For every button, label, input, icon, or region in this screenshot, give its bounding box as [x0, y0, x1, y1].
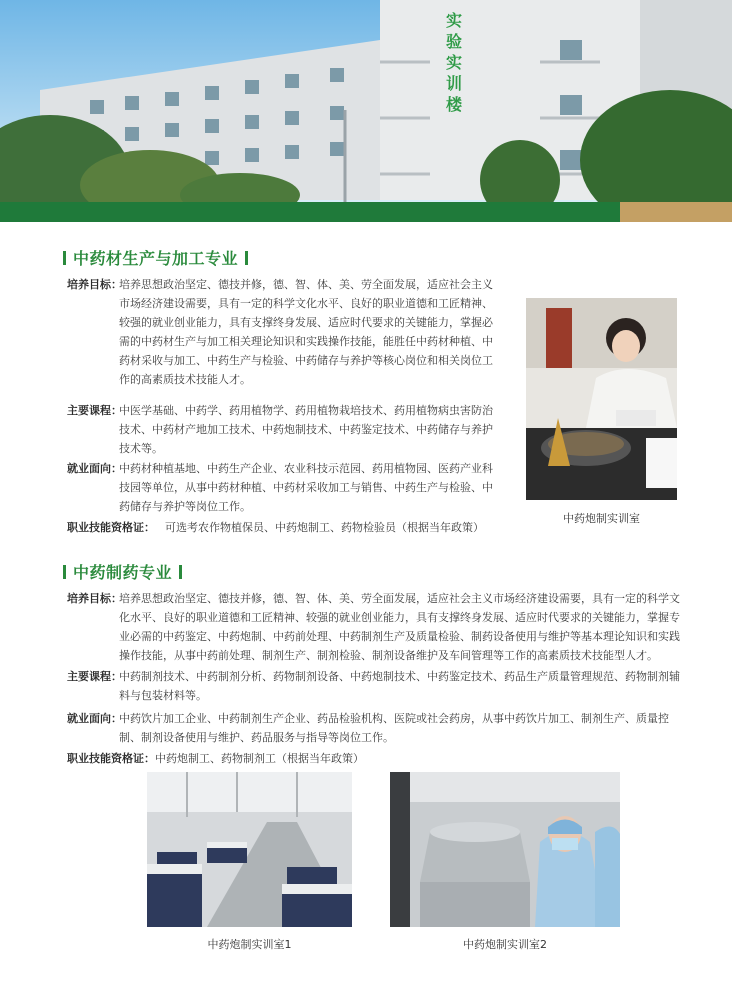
hero-building-photo — [0, 0, 732, 202]
field-label: 就业面向： — [67, 712, 122, 725]
section2-title — [56, 560, 189, 583]
section2-lab-photo-1 — [147, 772, 352, 927]
field-label: 培养目标： — [67, 592, 122, 605]
building-sign-char: 训 — [445, 74, 462, 93]
title-bar-right — [245, 251, 248, 265]
field-text: 培养思想政治坚定、德技并修，德、智、体、美、劳全面发展，适应社会主义市场经济建设需要，具有一定的科学文化水平、良好的职业道德和工匠精神、较强的就业创业能力，具有支撑终身发展、适应时代要求的关键能力，掌握专业必需的中药鉴定、中药炮制、中药前处理、中药制剂生产及质量检验、制药设备使用与维护等基本理论知识和实践操作技能，从事中药前处理、制剂生产、制剂检验、制剂设备维护及车间管理等工作的高素质技术技能型人才。 — [119, 592, 680, 662]
stripe-tan — [620, 202, 732, 222]
stripe-green — [0, 202, 620, 222]
building-sign-char: 实 — [445, 11, 462, 30]
field-text: 中医学基础、中药学、药用植物学、药用植物栽培技术、药用植物病虫害防治技术、中药材产地加工技术、中药炮制技术、中药鉴定技术、中药储存与养护技术等。 — [119, 404, 493, 455]
header-stripe — [0, 202, 732, 222]
building-sign — [443, 10, 465, 115]
building-sign-char: 实 — [445, 53, 462, 72]
section1-title-text: 中药材生产与加工专业 — [73, 249, 239, 268]
section2-photo-caption-2: 中药炮制实训室2 — [463, 938, 547, 951]
field-label: 主要课程： — [67, 670, 122, 683]
section1-photo-caption: 中药炮制实训室 — [563, 512, 640, 525]
title-bar-right — [179, 565, 182, 579]
section2-title-text: 中药制药专业 — [73, 563, 173, 582]
field-text: 中药材种植基地、中药生产企业、农业科技示范园、药用植物园、医药产业科技园等单位，从事中药材种植、中药材采收加工与销售、中药生产与检验、中药储存与养护等岗位工作。 — [119, 462, 493, 513]
field-label: 培养目标： — [67, 278, 122, 291]
building-sign-char: 楼 — [445, 95, 462, 114]
title-bar-left — [63, 251, 66, 265]
field-text: 中药饮片加工企业、中药制剂生产企业、药品检验机构、医院或社会药房，从事中药饮片加工、制剂生产、质量控制、制剂设备使用与维护、药品服务与指导等岗位工作。 — [119, 712, 669, 744]
section1-lab-photo — [526, 298, 677, 500]
title-bar-left — [63, 565, 66, 579]
field-label: 职业技能资格证： — [67, 521, 155, 534]
section2-lab-photo-2 — [390, 772, 620, 927]
field-text: 中药炮制工、药物制剂工（根据当年政策） — [155, 752, 364, 765]
section1-title — [56, 246, 255, 269]
field-label: 就业面向： — [67, 462, 122, 475]
field-text: 中药制剂技术、中药制剂分析、药物制剂设备、中药炮制技术、中药鉴定技术、药品生产质量管理规范、药物制剂辅料与包装材料等。 — [119, 670, 680, 702]
field-text: 可选考农作物植保员、中药炮制工、药物检验员（根据当年政策） — [165, 521, 484, 534]
section2-photo-caption-1: 中药炮制实训室1 — [207, 938, 292, 951]
building-sign-char: 验 — [445, 32, 462, 51]
field-label: 主要课程： — [67, 404, 122, 417]
field-label: 职业技能资格证： — [67, 752, 155, 765]
field-text: 培养思想政治坚定、德技并修，德、智、体、美、劳全面发展，适应社会主义市场经济建设需要，具有一定的科学文化水平、良好的职业道德和工匠精神、较强的就业创业能力，具有支撑终身发展、适应时代要求的关键能力，掌握必需的中药材生产与加工相关理论知识和实践操作技能，能胜任中药材种植、中药材采收与加工、中药生产与检验、中药储存与养护等核心岗位和相关岗位工作的高素质技术技能人才。 — [119, 278, 493, 386]
